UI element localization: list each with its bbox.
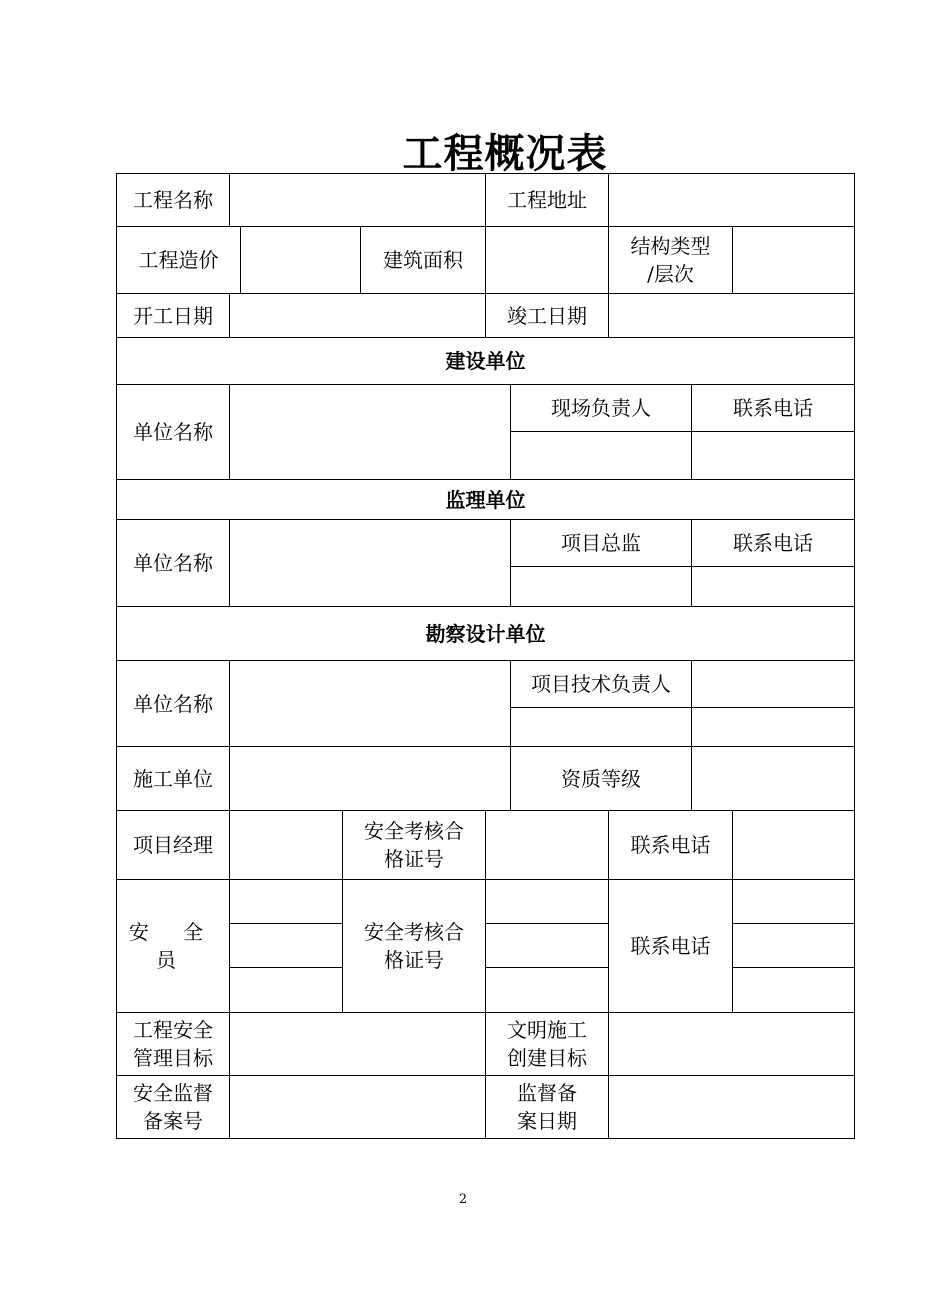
row-project-name xyxy=(117,174,855,227)
survey-blank-field-2[interactable] xyxy=(692,708,855,747)
row-construction-unit-1 xyxy=(117,385,855,432)
start-date-label: 开工日期 xyxy=(117,294,230,338)
civilized-target-field[interactable] xyxy=(609,1013,855,1076)
building-area-label: 建筑面积 xyxy=(361,227,486,294)
qualification-grade-field[interactable] xyxy=(692,747,855,811)
safety-target-field[interactable] xyxy=(230,1013,486,1076)
civilized-target-label xyxy=(486,1013,609,1076)
row-safety-record xyxy=(117,1076,855,1139)
so-phone-field-1[interactable] xyxy=(733,880,855,924)
row-supervision-unit-heading xyxy=(117,480,855,520)
supervision-unit-name-field[interactable] xyxy=(230,520,511,607)
supervision-unit-heading: 监理单位 xyxy=(117,480,855,520)
survey-blank-field-1[interactable] xyxy=(511,708,692,747)
site-manager-field[interactable] xyxy=(511,432,692,480)
row-project-manager xyxy=(117,811,855,880)
builder-unit-label: 施工单位 xyxy=(117,747,230,811)
record-date-line2: 案日期 xyxy=(517,1109,577,1133)
survey-unit-name-field[interactable] xyxy=(230,661,511,747)
record-date-line1: 监督备 xyxy=(517,1081,577,1105)
completion-date-field[interactable] xyxy=(609,294,855,338)
so-phone-label: 联系电话 xyxy=(609,880,733,1013)
qualification-grade-label: 资质等级 xyxy=(511,747,692,811)
row-targets xyxy=(117,1013,855,1076)
builder-unit-field[interactable] xyxy=(230,747,511,811)
project-overview-table xyxy=(116,173,855,1139)
project-address-label: 工程地址 xyxy=(486,174,609,227)
pm-phone-field[interactable] xyxy=(733,811,855,880)
row-safety-officer-1 xyxy=(117,880,855,924)
so-cert-field-3[interactable] xyxy=(486,968,609,1013)
row-construction-unit-heading xyxy=(117,338,855,385)
structure-type-line2: /层次 xyxy=(647,262,694,286)
project-address-field[interactable] xyxy=(609,174,855,227)
page-title: 工程概况表 xyxy=(402,130,608,177)
so-phone-field-3[interactable] xyxy=(733,968,855,1013)
safety-record-field[interactable] xyxy=(230,1076,486,1139)
construction-phone-field[interactable] xyxy=(692,432,855,480)
record-date-label xyxy=(486,1076,609,1139)
project-manager-label: 项目经理 xyxy=(117,811,230,880)
tech-manager-label: 项目技术负责人 xyxy=(511,661,692,708)
row-dates xyxy=(117,294,855,338)
project-cost-label: 工程造价 xyxy=(117,227,241,294)
civilized-target-line1: 文明施工 xyxy=(507,1018,587,1042)
row-supervision-unit-1 xyxy=(117,520,855,567)
safety-record-label xyxy=(117,1076,230,1139)
pm-phone-label: 联系电话 xyxy=(609,811,733,880)
safety-target-line2: 管理目标 xyxy=(133,1046,213,1070)
so-phone-field-2[interactable] xyxy=(733,924,855,968)
tech-manager-field[interactable] xyxy=(692,661,855,708)
project-cost-field[interactable] xyxy=(241,227,361,294)
chief-supervisor-field[interactable] xyxy=(511,567,692,607)
safety-officer-field-1[interactable] xyxy=(230,880,343,924)
safety-target-label xyxy=(117,1013,230,1076)
safety-target-line1: 工程安全 xyxy=(133,1018,213,1042)
page-number: 2 xyxy=(458,1192,468,1207)
safety-record-line1: 安全监督 xyxy=(133,1081,213,1105)
row-survey-unit-1 xyxy=(117,661,855,708)
survey-unit-name-label: 单位名称 xyxy=(117,661,230,747)
row-project-cost xyxy=(117,227,855,294)
so-safety-cert-line2: 格证号 xyxy=(384,948,444,972)
construction-unit-name-field[interactable] xyxy=(230,385,511,480)
supervision-unit-name-label: 单位名称 xyxy=(117,520,230,607)
safety-officer-label: 安 全 员 xyxy=(117,880,230,1013)
start-date-field[interactable] xyxy=(230,294,486,338)
structure-type-label xyxy=(609,227,733,294)
row-survey-unit-heading xyxy=(117,607,855,661)
completion-date-label: 竣工日期 xyxy=(486,294,609,338)
structure-type-field[interactable] xyxy=(733,227,855,294)
pm-safety-cert-label xyxy=(343,811,486,880)
supervision-phone-label: 联系电话 xyxy=(692,520,855,567)
civilized-target-line2: 创建目标 xyxy=(507,1046,587,1070)
record-date-field[interactable] xyxy=(609,1076,855,1139)
structure-type-line1: 结构类型 xyxy=(630,234,711,258)
construction-phone-label: 联系电话 xyxy=(692,385,855,432)
chief-supervisor-label: 项目总监 xyxy=(511,520,692,567)
so-cert-field-2[interactable] xyxy=(486,924,609,968)
survey-unit-heading: 勘察设计单位 xyxy=(117,607,855,661)
construction-unit-name-label: 单位名称 xyxy=(117,385,230,480)
project-name-field[interactable] xyxy=(230,174,486,227)
pm-safety-cert-field[interactable] xyxy=(486,811,609,880)
row-builder-unit xyxy=(117,747,855,811)
pm-safety-cert-line1: 安全考核合 xyxy=(364,819,464,843)
supervision-phone-field[interactable] xyxy=(692,567,855,607)
project-manager-field[interactable] xyxy=(230,811,343,880)
so-safety-cert-line1: 安全考核合 xyxy=(364,920,464,944)
safety-officer-field-2[interactable] xyxy=(230,924,343,968)
project-name-label: 工程名称 xyxy=(117,174,230,227)
so-safety-cert-label xyxy=(343,880,486,1013)
so-cert-field-1[interactable] xyxy=(486,880,609,924)
pm-safety-cert-line2: 格证号 xyxy=(384,847,444,871)
construction-unit-heading: 建设单位 xyxy=(117,338,855,385)
building-area-field[interactable] xyxy=(486,227,609,294)
safety-officer-field-3[interactable] xyxy=(230,968,343,1013)
site-manager-label: 现场负责人 xyxy=(511,385,692,432)
safety-record-line2: 备案号 xyxy=(143,1109,203,1133)
